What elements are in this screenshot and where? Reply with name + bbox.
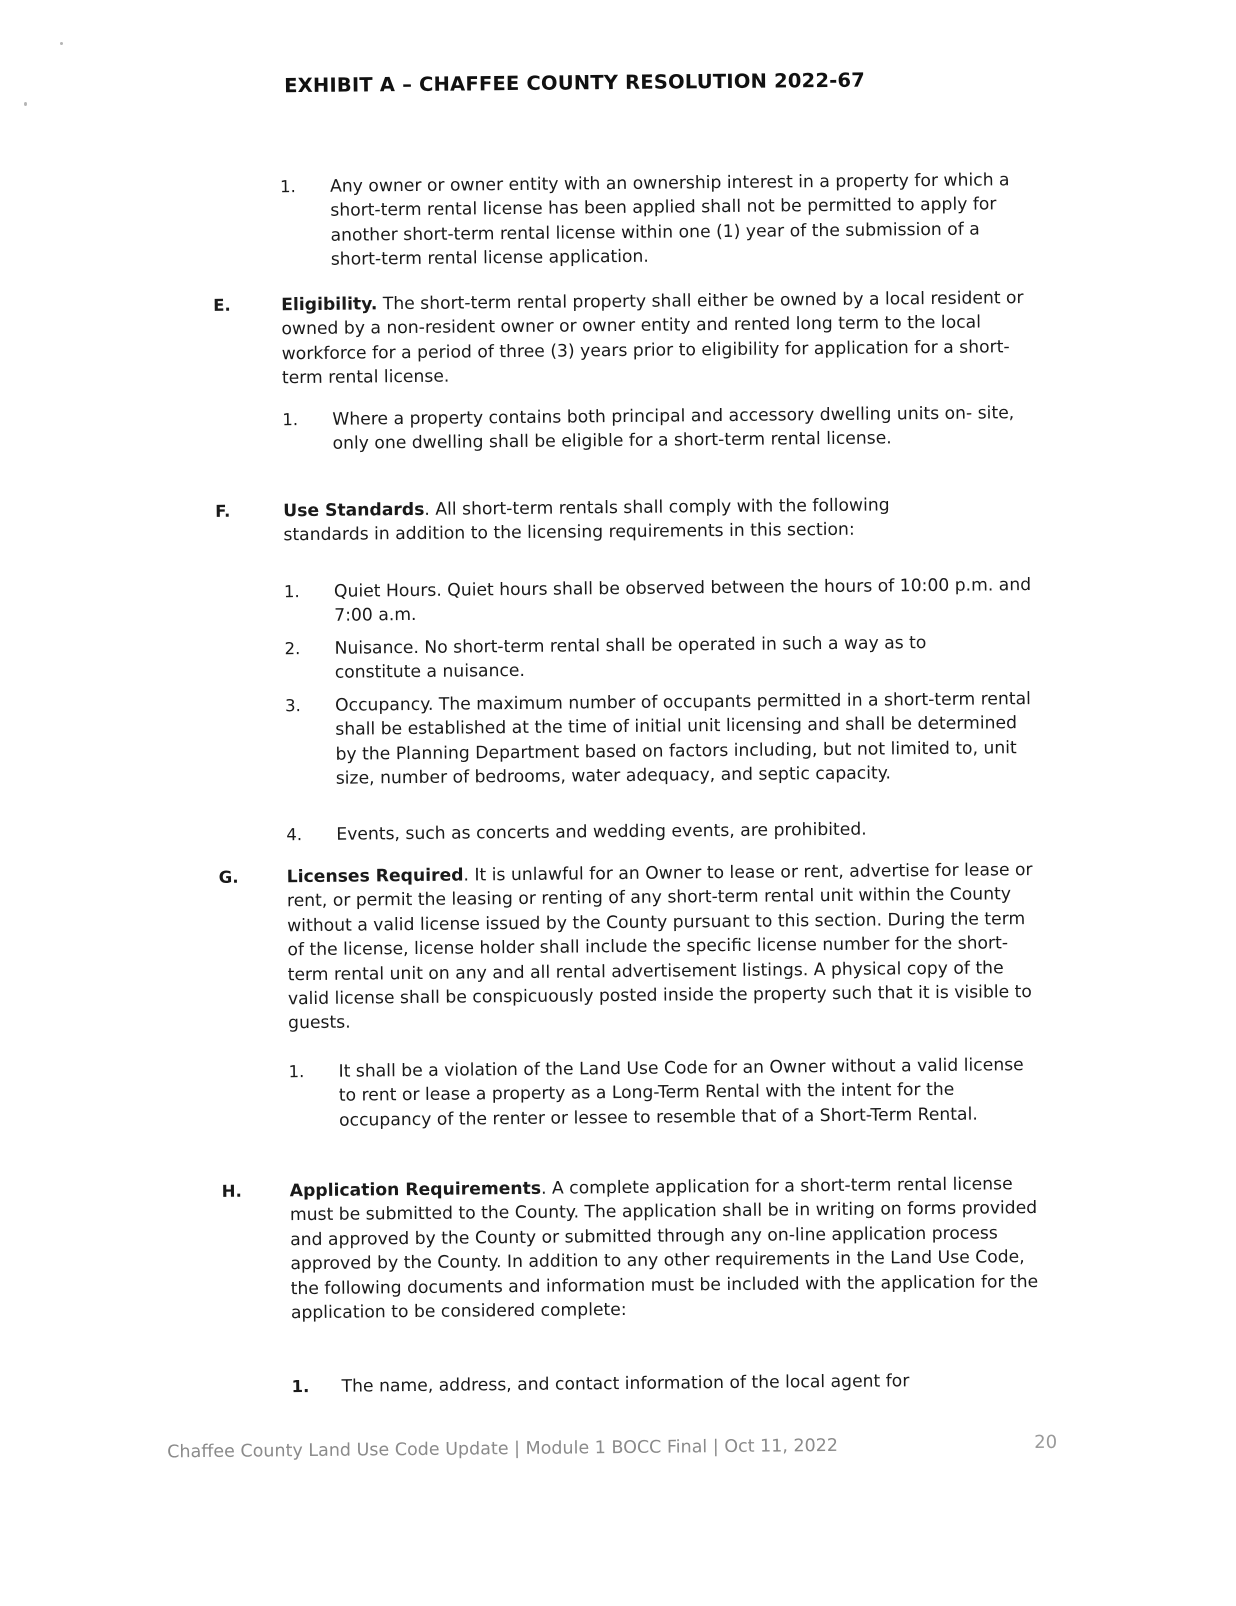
- list-item-f4: [286, 816, 1046, 848]
- section-heading: Eligibility.: [281, 294, 378, 316]
- section-f: [215, 492, 1036, 575]
- section-letter: F.: [215, 501, 231, 521]
- list-item-e1: [282, 401, 1043, 483]
- section-body: [281, 286, 1030, 391]
- item-text: Any owner or owner entity with an ownership interest in a property for which a short-term rental license has been applied shall not be permitted to apply for another short-term rental license within one (1) year of the submission of a short-term rental license application.: [330, 170, 1010, 270]
- section-heading: Licenses Required: [286, 865, 464, 888]
- item-text: It shall be a violation of the Land Use Code for an Owner without a valid license to rent or lease a property as a Long-Term Rental with the intent for the occupancy of the renter or lessee to resemble that of a Short-Term Rental.: [338, 1055, 1024, 1131]
- item-number: 4.: [286, 825, 303, 845]
- section-text: . All short-term rentals shall comply with the following standards in addition to the licensing requirements in this section:: [283, 495, 890, 546]
- list-item-h1: [292, 1368, 1052, 1400]
- section-letter: H.: [221, 1181, 242, 1201]
- list-item-d1: [280, 168, 1041, 275]
- list-item-f2: [284, 630, 1044, 687]
- item-text: Quiet Hours. Quiet hours shall be observed between the hours of 10:00 p.m. and 7:00 a.m.: [333, 575, 1032, 627]
- section-letter: E.: [213, 295, 231, 315]
- page-number: 20: [1034, 1431, 1058, 1454]
- list-item-g1: [288, 1053, 1049, 1160]
- item-text: Nuisance. No short-term rental shall be operated in such a way as to constitute a nuisance.: [334, 633, 927, 684]
- section-body: [283, 493, 923, 548]
- page-footer: Chaffee County Land Use Code Update | Module 1 BOCC Final | Oct 11, 2022: [167, 1435, 839, 1463]
- item-number: 1.: [288, 1062, 305, 1082]
- list-item-f3: [285, 687, 1046, 819]
- section-g: [219, 858, 1041, 1041]
- section-heading: Use Standards: [283, 499, 425, 522]
- item-number: 2.: [284, 639, 301, 659]
- section-text: The short-term rental property shall either be owned by a local resident or owned by a non-resident owner or owner entity and rented long term to the local workforce for a period of three (3) years prior to eligibility for application for a short-term rental license.: [281, 288, 1024, 389]
- section-e: [213, 286, 1034, 394]
- item-number: 1.: [291, 1377, 310, 1397]
- section-body: [290, 1172, 1039, 1326]
- item-number: 1.: [283, 582, 300, 602]
- section-text: . It is unlawful for an Owner to lease or rent, advertise for lease or rent, or permit the leasing or renting of any short-term rental unit within the County without a valid license issued by the County pursuant to this section. During the term of the license, license holder shall include the specific license number for the short-term rental unit on any and all rental advertisement listings. A physical copy of the valid license shall be conspicuously posted inside the property such that it is visible to guests.: [286, 860, 1033, 1034]
- list-item-f1: [284, 573, 1044, 630]
- item-number: 1.: [280, 177, 296, 197]
- document-title: EXHIBIT A – CHAFFEE COUNTY RESOLUTION 2022-67: [284, 68, 866, 98]
- section-heading: Application Requirements: [289, 1178, 542, 1202]
- item-text: Events, such as concerts and wedding events, are prohibited.: [336, 819, 867, 845]
- section-h: [222, 1172, 1044, 1355]
- section-body: [287, 858, 1037, 1036]
- item-number: 1.: [282, 410, 299, 430]
- item-text: Occupancy. The maximum number of occupants permitted in a short-term rental shall be established at the time of initial unit licensing and shall be determined by the Planning Department based on factors including, but not limited to, unit size, number of bedrooms, water adequacy, and septic capacity.: [334, 689, 1031, 789]
- item-number: 3.: [284, 696, 301, 716]
- section-letter: G.: [218, 867, 239, 887]
- section-text: . A complete application for a short-term rental license must be submitted to the County. The application shall be in writing on forms provided and approved by the County or submitted through any on-line application process approved by the County. In addition to any other requirements in the Land Use Code, the following documents and information must be included with the application for the application to be considered complete:: [289, 1174, 1039, 1324]
- item-text: The name, address, and contact information of the local agent for: [341, 1371, 910, 1397]
- item-text: Where a property contains both principal and accessory dwelling units on- site, only one dwelling shall be eligible for a short-term rental license.: [332, 403, 1015, 455]
